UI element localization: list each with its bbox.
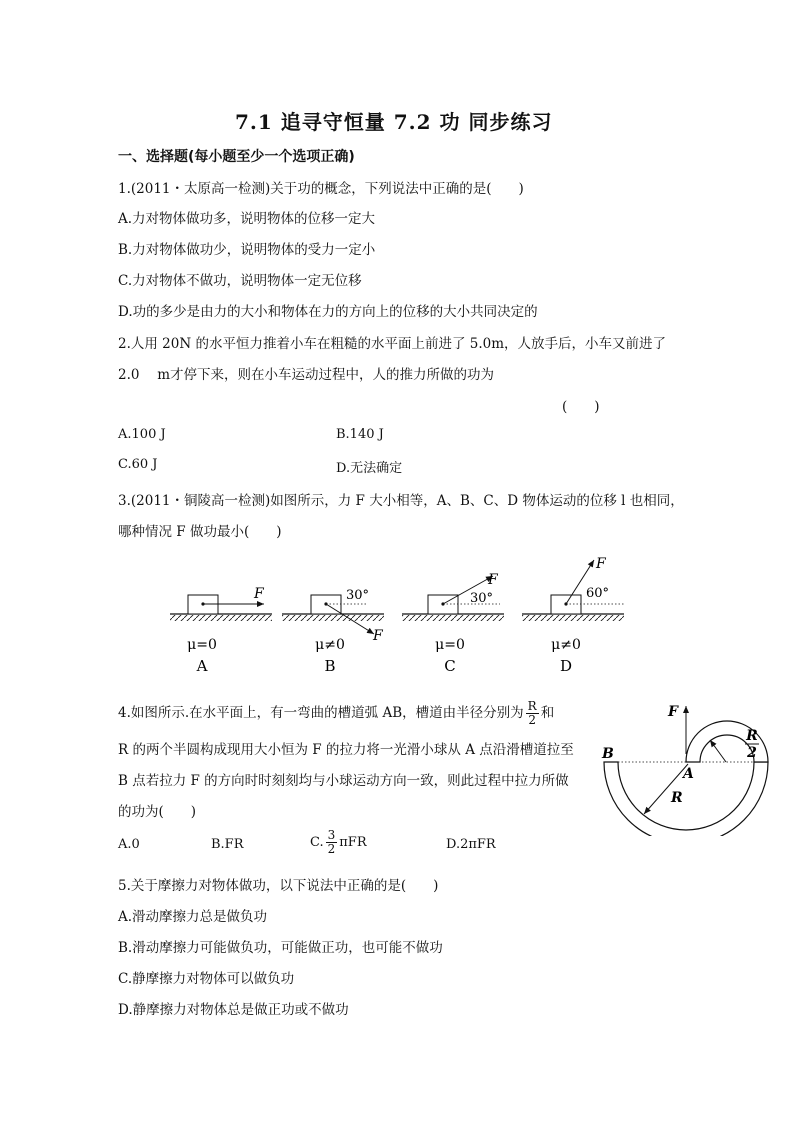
question-4-line-4: 的功为( ) [118,804,197,820]
figure-c-angle: 30° [470,591,494,606]
figure-c-mu: μ=0 [435,637,465,653]
question-4-option-b: B.FR [211,837,244,852]
figure-c-label: C [444,657,456,675]
figure-b-angle: 30° [346,588,370,603]
figure-b [282,588,384,675]
question-2-option-b: B.140 J [336,427,384,442]
question-5-option-c: C.静摩擦力对物体可以做负功 [118,971,295,987]
question-4-line-1-suffix: 和 [540,705,555,721]
question-2-option-c: C.60 J [118,457,158,472]
question-4-line-3: B 点若拉力 F 的方向时时刻刻均与小球运动方向一致，则此过程中拉力所做 [118,773,569,789]
question-4-option-c [310,829,367,856]
option-c-suffix: πFR [339,835,367,850]
question-4-option-a: A.0 [118,837,140,852]
figure-b-force-label: F [373,628,383,644]
question-4-line-1-text: 4.如图所示.在水平面上，有一弯曲的槽道弧 AB，槽道由半径分别为 [118,705,524,721]
figure-a-label: A [196,657,208,675]
figure-b-label: B [324,657,336,675]
figure-b-mu: μ≠0 [315,637,345,653]
question-1-option-b: B.力对物体做功少，说明物体的受力一定小 [118,242,376,258]
question-4-line-1 [118,700,554,727]
question-4-line-2: R 的两个半圆构成现用大小恒为 F 的拉力将一光滑小球从 A 点沿滑槽道拉至 [118,742,574,758]
figure-d [522,556,624,675]
figure-d-mu: μ≠0 [551,637,581,653]
question-2-option-a: A.100 J [118,427,166,442]
option-c-prefix: C. [310,835,324,850]
question-5-option-a: A.滑动摩擦力总是做负功 [118,909,268,925]
figure-a-force-label: F [254,586,264,602]
fraction-numerator: 3 [327,828,336,842]
question-4-option-d: D.2πFR [446,837,496,852]
question-5-option-d: D.静摩擦力对物体总是做正功或不做功 [118,1002,349,1018]
point-b-label: B [602,746,614,762]
figure-d-force-label: F [596,556,606,572]
figure-d-angle: 60° [586,586,610,601]
question-5-option-b: B.滑动摩擦力可能做负功，可能做正功，也可能不做功 [118,940,443,956]
fraction-denominator: 2 [528,713,536,727]
question-4-figure [596,696,776,836]
figure-a-mu: μ=0 [187,637,217,653]
three-halves-fraction [326,829,338,856]
question-2-option-d: D.无法确定 [336,461,403,476]
question-5-stem: 5.关于摩擦力对物体做功，以下说法中正确的是( ) [118,878,439,894]
question-2-line-1: 2.人用 20N 的水平恒力推着小车在粗糙的水平面上前进了 5.0m，人放手后，小车又前进了 [118,336,667,352]
question-1-option-a: A.力对物体做功多，说明物体的位移一定大 [118,211,376,227]
section-heading: 一、选择题(每小题至少一个选项正确) [118,149,355,165]
radius-half-numerator: R [746,728,758,744]
figure-c [402,572,504,675]
question-1-option-d: D.功的多少是由力的大小和物体在力的方向上的位移的大小共同决定的 [118,304,538,320]
question-1-option-c: C.力对物体不做功，说明物体一定无位移 [118,273,362,289]
point-a-label: A [683,766,694,782]
question-1-stem: 1.(2011・太原高一检测)关于功的概念，下列说法中正确的是( ) [118,181,524,197]
question-2-bracket: ( ) [562,399,600,415]
radius-half-fraction [526,700,539,727]
question-3-figure [160,552,640,682]
question-3-line-2: 哪种情况 F 做功最小( ) [118,524,282,540]
figure-force-label: F [668,704,678,720]
figure-d-label: D [559,657,573,675]
page-title: 7.1 追寻守恒量 7.2 功 同步练习 [235,110,553,134]
radius-r-label: R [671,790,683,806]
question-3-line-1: 3.(2011・铜陵高一检测)如图所示，力 F 大小相等，A、B、C、D 物体运动的位移 l 也相同， [118,493,684,509]
radius-half-denominator: 2 [747,745,757,761]
question-2-line-2: 2.0 m才停下来，则在小车运动过程中，人的推力所做的功为 [118,367,495,383]
fraction-numerator: R [527,699,537,713]
figure-c-force-label: F [488,572,498,588]
fraction-denominator: 2 [327,842,336,856]
figure-a [170,586,272,675]
